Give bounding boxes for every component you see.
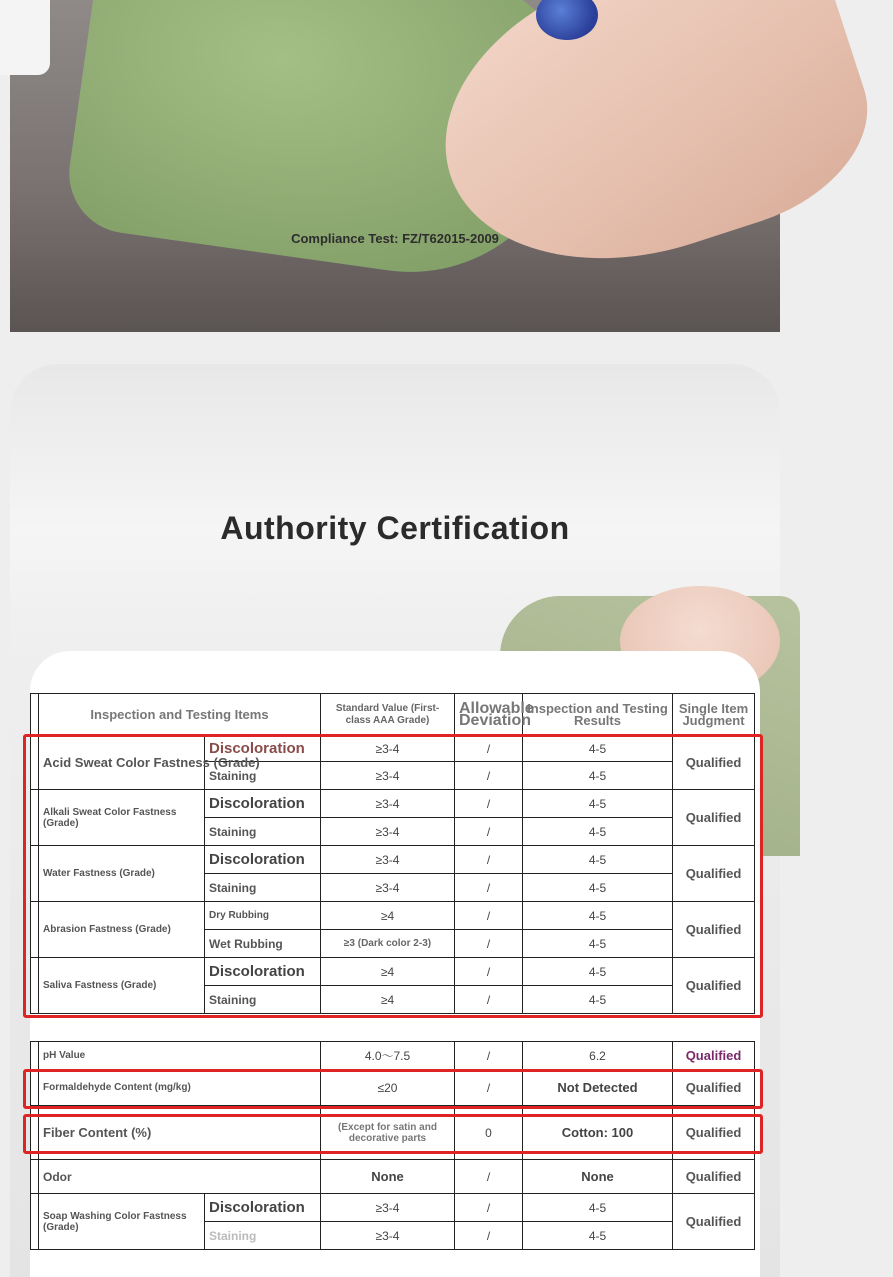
- table-row: Saliva Fastness (Grade) Discoloration ≥4 / 4-5 Qualified: [31, 958, 755, 986]
- paper-image: [0, 0, 50, 75]
- compliance-caption: Compliance Test: FZ/T62015-2009: [291, 231, 499, 246]
- sub-discoloration: Discoloration: [205, 736, 321, 762]
- judgment-acid: Qualified: [673, 736, 755, 790]
- sub-discoloration: Discoloration: [205, 790, 321, 818]
- inspection-table: [30, 693, 755, 1014]
- table-row: Odor None / None Qualified: [31, 1160, 755, 1194]
- judgment-formaldehyde: Qualified: [673, 1070, 755, 1106]
- sub-discoloration: Discoloration: [205, 846, 321, 874]
- table-row: Soap Washing Color Fastness (Grade) Discoloration ≥3-4 / 4-5 Qualified: [31, 1194, 755, 1222]
- header-row: [31, 694, 755, 736]
- sub-discoloration: Discoloration: [205, 958, 321, 986]
- sub-staining: Staining: [205, 1222, 321, 1250]
- sub-staining: Staining: [205, 762, 321, 790]
- sub-staining: Staining: [205, 986, 321, 1014]
- sub-dry-rubbing: Dry Rubbing: [205, 902, 321, 930]
- table-row: Abrasion Fastness (Grade) Dry Rubbing ≥4 / 4-5 Qualified: [31, 902, 755, 930]
- table-row: Staining ≥3-4 / 4-5: [31, 762, 755, 790]
- sub-staining: Staining: [205, 874, 321, 902]
- header-standard: Standard Value (First-class AAA Grade): [321, 694, 455, 736]
- judgment-odor: Qualified: [673, 1160, 755, 1194]
- table-row: Staining ≥3-4 / 4-5: [31, 818, 755, 846]
- header-results: Inspection and Testing Results: [523, 694, 673, 736]
- sub-wet-rubbing: Wet Rubbing: [205, 930, 321, 958]
- judgment-abrasion: Qualified: [673, 902, 755, 958]
- judgment-water: Qualified: [673, 846, 755, 902]
- sub-staining: Staining: [205, 818, 321, 846]
- table-row: Formaldehyde Content (mg/kg) ≤20 / Not Detected Qualified: [31, 1070, 755, 1106]
- item-acid: Acid Sweat Color Fastness (Grade): [39, 736, 205, 790]
- header-deviation: Allowable Deviation: [455, 694, 523, 736]
- item-odor: Odor: [39, 1160, 321, 1194]
- header-judgment: Single Item Judgment: [673, 694, 755, 736]
- product-photo: [10, 0, 780, 332]
- table-row: Staining ≥3-4 / 4-5: [31, 874, 755, 902]
- item-formaldehyde: Formaldehyde Content (mg/kg): [39, 1070, 321, 1106]
- judgment-saliva: Qualified: [673, 958, 755, 1014]
- item-water: Water Fastness (Grade): [39, 846, 205, 902]
- inspection-table-lower: [30, 1041, 755, 1250]
- table-row: Fiber Content (%) (Except for satin and decorative parts 0 Cotton: 100 Qualified: [31, 1106, 755, 1160]
- item-abrasion: Abrasion Fastness (Grade): [39, 902, 205, 958]
- table-row: Staining ≥4 / 4-5: [31, 986, 755, 1014]
- table-row: Alkali Sweat Color Fastness (Grade) Discoloration ≥3-4 / 4-5 Qualified: [31, 790, 755, 818]
- table-row: pH Value 4.0～7.5 / 6.2 Qualified: [31, 1042, 755, 1070]
- judgment-soap: Qualified: [673, 1194, 755, 1250]
- table-row: Staining ≥3-4 / 4-5: [31, 1222, 755, 1250]
- table-row: Water Fastness (Grade) Discoloration ≥3-4 / 4-5 Qualified: [31, 846, 755, 874]
- judgment-fiber: Qualified: [673, 1106, 755, 1160]
- table-row: Acid Sweat Color Fastness (Grade) Discoloration ≥3-4 / 4-5 Qualified: [31, 736, 755, 762]
- certification-title: Authority Certification: [220, 510, 570, 546]
- item-saliva: Saliva Fastness (Grade): [39, 958, 205, 1014]
- sub-discoloration: Discoloration: [205, 1194, 321, 1222]
- judgment-alkali: Qualified: [673, 790, 755, 846]
- item-ph: pH Value: [39, 1042, 321, 1070]
- header-items: Inspection and Testing Items: [39, 694, 321, 736]
- item-fiber: Fiber Content (%): [39, 1106, 321, 1160]
- item-alkali: Alkali Sweat Color Fastness (Grade): [39, 790, 205, 846]
- item-soap: Soap Washing Color Fastness (Grade): [39, 1194, 205, 1250]
- table-row: Wet Rubbing ≥3 (Dark color 2-3) / 4-5: [31, 930, 755, 958]
- judgment-ph: Qualified: [673, 1042, 755, 1070]
